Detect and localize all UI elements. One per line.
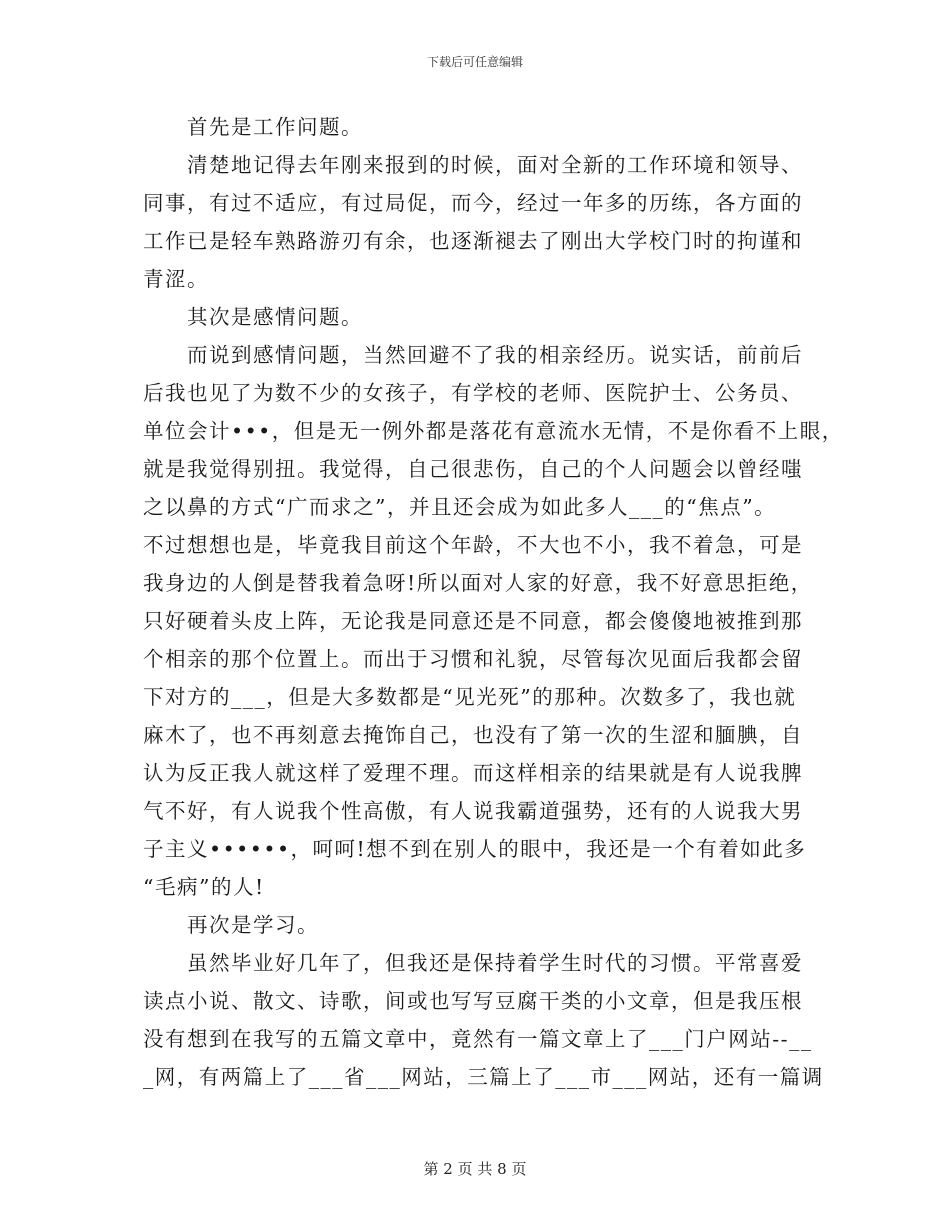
text-line: 气不好，有人说我个性高傲，有人说我霸道强势，还有的人说我大男: [143, 799, 803, 823]
text-line: 同事，有过不适应，有过局促，而今，经过一年多的历练，各方面的: [143, 191, 803, 215]
text-line: 虽然毕业好几年了，但我还是保持着学生时代的习惯。平常喜爱: [187, 951, 803, 975]
text-line: 青涩。: [143, 267, 209, 291]
text-line: “毛病”的人!: [143, 875, 265, 899]
text-line: 子主义••••••，呵呵!想不到在别人的眼中，我还是一个有着如此多: [143, 837, 807, 861]
text-line: 只好硬着头皮上阵，无论我是同意还是不同意，都会傻傻地被推到那: [143, 609, 803, 633]
text-line: 其次是感情问题。: [187, 305, 363, 329]
page-footer: 第 2 页 共 8 页: [423, 1160, 527, 1178]
text-line: 麻木了，也不再刻意去掩饰自己，也没有了第一次的生涩和腼腆，自: [143, 723, 803, 747]
text-line: 再次是学习。: [187, 913, 319, 937]
text-line: 工作已是轻车熟路游刃有余，也逐渐褪去了刚出大学校门时的拘谨和: [143, 229, 803, 253]
text-line: 认为反正我人就这样了爱理不理。而这样相亲的结果就是有人说我脾: [143, 761, 803, 785]
text-line: _网，有两篇上了___省___网站，三篇上了___市___网站，还有一篇调: [143, 1065, 824, 1089]
text-line: 下对方的___，但是大多数都是“见光死”的那种。次数多了，我也就: [143, 685, 797, 709]
text-line: 清楚地记得去年刚来报到的时候，面对全新的工作环境和领导、: [187, 153, 803, 177]
text-line: 没有想到在我写的五篇文章中，竟然有一篇文章上了___门户网站--__: [143, 1027, 813, 1051]
text-line: 不过想想也是，毕竟我目前这个年龄，不大也不小，我不着急，可是: [143, 533, 803, 557]
text-line: 单位会计•••，但是无一例外都是落花有意流水无情，不是你看不上眼，: [143, 419, 844, 443]
text-line: 读点小说、散文、诗歌，间或也写写豆腐干类的小文章，但是我压根: [143, 989, 803, 1013]
text-line: 之以鼻的方式“广而求之”，并且还会成为如此多人___的“焦点”。: [143, 495, 777, 519]
text-line: 我身边的人倒是替我着急呀!所以面对人家的好意，我不好意思拒绝，: [143, 571, 813, 595]
page-header: 下载后可任意编辑: [426, 55, 523, 69]
text-line: 而说到感情问题，当然回避不了我的相亲经历。说实话，前前后: [187, 343, 803, 367]
text-line: 后我也见了为数不少的女孩子，有学校的老师、医院护士、公务员、: [143, 381, 803, 405]
text-line: 个相亲的那个位置上。而出于习惯和礼貌，尽管每次见面后我都会留: [143, 647, 803, 671]
text-line: 首先是工作问题。: [187, 115, 363, 139]
text-line: 就是我觉得别扭。我觉得，自己很悲伤，自己的个人问题会以曾经嗤: [143, 457, 803, 481]
